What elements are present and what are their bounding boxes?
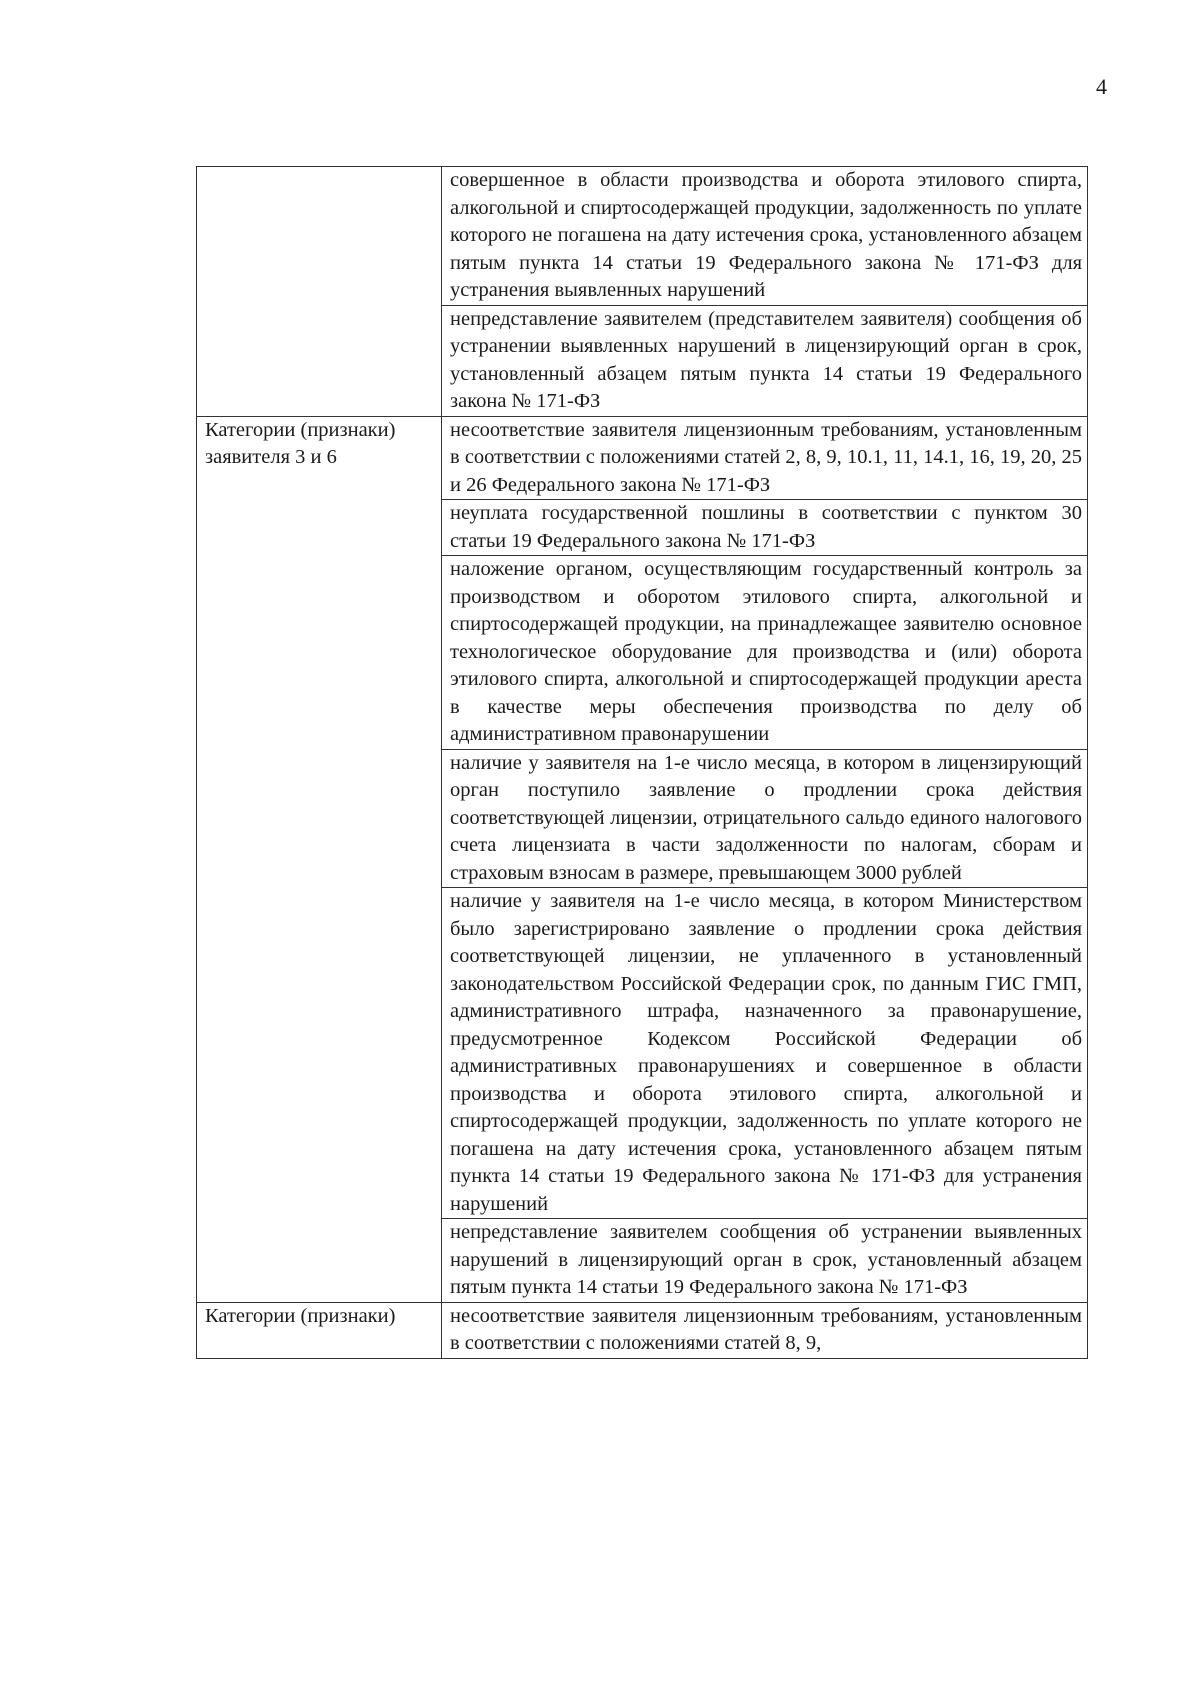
page-number: 4 (1096, 74, 1107, 99)
table-row (197, 167, 1088, 306)
reason-cell: наложение органом, осуществляющим государственный контроль за производством и оборотом этилового спирта, алкогольной и спиртосодержащей продукции, на принадлежащее заявителю основное технологическое оборудование для производства и (или) оборота этилового спирта, алкогольной и спиртосодержащей продукции ареста в качестве меры обеспечения производства по делу об административном правонарушении (442, 556, 1088, 750)
reason-cell: несоответствие заявителя лицензионным требованиям, установленным в соответствии с положениями статей 2, 8, 9, 10.1, 11, 14.1, 16, 19, 20, 25 и 26 Федерального закона № 171-ФЗ (442, 416, 1088, 500)
reason-cell: наличие у заявителя на 1-е число месяца, в котором Министерством было зарегистрировано заявление о продлении срока действия соответствующей лицензии, не уплаченного в установленный законодательством Российской Федерации срок, по данным ГИС ГМП, административного штрафа, назначенного за правонарушение, предусмотренное Кодексом Российской Федерации об административных правонарушениях и совершенное в области производства и оборота этилового спирта, алкогольной и спиртосодержащей продукции, задолженность по уплате которого не погашена на дату истечения срока, установленного абзацем пятым пункта 14 статьи 19 Федерального закона № 171-ФЗ для устранения нарушений (442, 888, 1088, 1219)
table-row (197, 416, 1088, 500)
category-cell: Категории (признаки) (197, 1302, 442, 1358)
reason-cell: несоответствие заявителя лицензионным требованиям, установленным в соответствии с положениями статей 8, 9, (442, 1302, 1088, 1358)
table-row (197, 1302, 1088, 1358)
reason-cell: непредставление заявителем сообщения об устранении выявленных нарушений в лицензирующий орган в срок, установленный абзацем пятым пункта 14 статьи 19 Федерального закона № 171-ФЗ (442, 1219, 1088, 1303)
reason-cell: наличие у заявителя на 1-е число месяца, в котором в лицензирующий орган поступило заявление о продлении срока действия соответствующей лицензии, отрицательного сальдо единого налогового счета лицензиата в части задолженности по налогам, сборам и страховым взносам в размере, превышающем 3000 рублей (442, 749, 1088, 888)
criteria-table (196, 166, 1088, 1359)
reason-cell: неуплата государственной пошлины в соответствии с пунктом 30 статьи 19 Федерального закона № 171-ФЗ (442, 500, 1088, 556)
reason-cell: непредставление заявителем (представителем заявителя) сообщения об устранении выявленных нарушений в лицензирующий орган в срок, установленный абзацем пятым пункта 14 статьи 19 Федерального закона № 171-ФЗ (442, 305, 1088, 416)
reason-cell: совершенное в области производства и оборота этилового спирта, алкогольной и спиртосодержащей продукции, задолженность по уплате которого не погашена на дату истечения срока, установленного абзацем пятым пункта 14 статьи 19 Федерального закона № 171-ФЗ для устранения выявленных нарушений (442, 167, 1088, 306)
category-cell-continued (197, 167, 442, 417)
category-cell: Категории (признаки) заявителя 3 и 6 (197, 416, 442, 1302)
